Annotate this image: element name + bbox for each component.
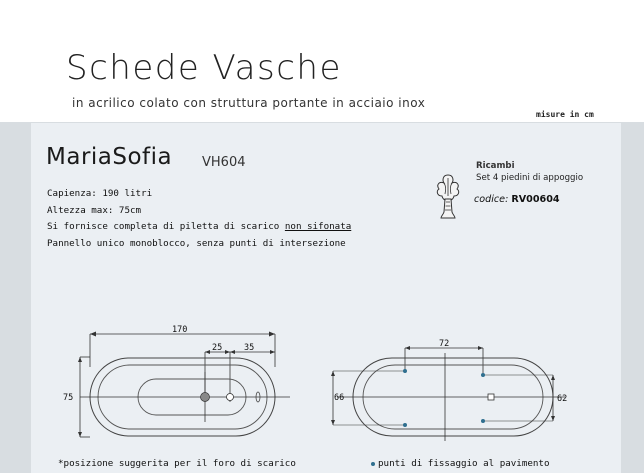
fixing-point-legend-dot <box>371 462 375 466</box>
dim-inner-width: 62 <box>557 394 568 404</box>
spec-drain <box>47 219 351 236</box>
spare-code-label: codice: <box>474 194 509 205</box>
dim-end-offset: 35 <box>244 343 255 353</box>
fixing-point <box>481 419 485 423</box>
spec-max-height: Altezza max: 75cm <box>47 204 142 216</box>
dim-width: 75 <box>63 393 74 403</box>
feet-view-drawing <box>325 333 575 448</box>
dim-length: 170 <box>172 325 188 335</box>
spare-parts-code <box>474 194 560 205</box>
drain-position-note: *posizione suggerita per il foro di scarico <box>58 458 296 469</box>
fixing-point <box>403 369 407 373</box>
dim-outer-width: 66 <box>334 393 345 403</box>
fixing-points-label: punti di fissaggio al pavimento <box>378 458 550 469</box>
product-code: VH604 <box>202 155 246 170</box>
spec-panel: Pannello unico monoblocco, senza punti di intersezione <box>47 237 346 249</box>
spare-parts-description: Set 4 piedini di appoggio <box>476 173 584 183</box>
spec-capacity: Capienza: 190 litri <box>47 188 153 199</box>
top-view-drawing <box>60 322 300 447</box>
units-note: misure in cm <box>536 110 594 119</box>
fixing-points-note <box>371 458 549 469</box>
dim-feet-length: 72 <box>439 339 450 349</box>
spare-code-value: RV00604 <box>511 194 560 205</box>
spec-drain-text: Si fornisce completa di piletta di scarico <box>47 221 280 232</box>
page-subtitle: in acrilico colato con struttura portante in acciaio inox <box>72 96 426 110</box>
clawfoot-icon <box>433 172 463 222</box>
product-name: MariaSofia <box>46 144 173 170</box>
page-title: Schede Vasche <box>66 48 342 88</box>
fixing-point <box>481 373 485 377</box>
fixing-point <box>403 423 407 427</box>
spare-parts-heading: Ricambi <box>476 161 515 171</box>
spec-drain-underlined: non sifonata <box>284 221 352 232</box>
spare-parts <box>476 160 583 184</box>
spec-list <box>47 186 351 252</box>
dim-drain-offset: 25 <box>212 343 223 353</box>
